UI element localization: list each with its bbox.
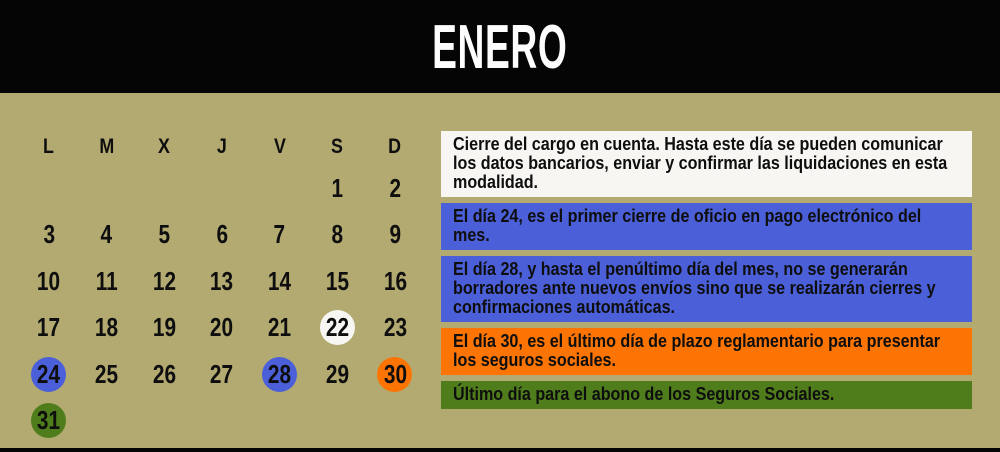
calendar-day-12 [135,258,193,305]
calendar-day-9 [366,212,424,259]
day-number: 6 [216,219,228,250]
day-number: 21 [268,312,292,343]
legend-item-text: Cierre del cargo en cuenta. Hasta este día se pueden comunicar los datos bancarios, enviar y confirmar las liquidaciones en esta modalidad. [453,134,948,192]
weekday-label: X [158,134,171,158]
calendar-day-16 [366,258,424,305]
day-number: 29 [325,358,349,389]
calendar-day-20 [193,305,251,352]
calendar-day-27 [193,351,251,398]
calendar-day-6 [193,212,251,259]
day-number: 18 [94,312,119,343]
day-number: 31 [37,405,61,436]
weekday-label: V [273,134,286,158]
calendar-day-15 [308,258,366,305]
weekday-header-X [135,128,193,165]
calendar-day-30 [366,351,424,398]
day-number: 22 [325,312,349,343]
legend-item-text: El día 30, es el último día de plazo reglamentario para presentar los seguros sociales. [453,331,941,370]
calendar-day-26 [135,351,193,398]
calendar-day-7 [251,212,309,259]
day-number: 16 [383,265,407,296]
weekday-label: L [43,134,55,158]
day-number: 30 [383,358,407,389]
calendar-day-21 [251,305,309,352]
blue-day-circle [262,357,297,392]
day-number: 4 [100,219,113,250]
day-number: 26 [152,358,176,389]
day-number: 28 [268,358,292,389]
day-number: 15 [325,265,349,296]
calendar-day-18 [78,305,136,352]
day-number: 12 [152,265,176,296]
calendar-day-1 [308,165,366,212]
calendar-grid [20,128,424,444]
legend-item-white-0 [441,131,972,197]
legend-item-blue-2 [441,256,972,322]
day-number: 17 [37,312,61,343]
weekday-label: D [388,134,402,158]
footer-bar [0,448,1000,452]
day-number: 7 [273,219,286,250]
day-number: 20 [210,312,234,343]
day-number: 27 [210,358,234,389]
day-number: 13 [210,265,234,296]
calendar-day-19 [135,305,193,352]
calendar-day-22 [308,305,366,352]
blue-day-circle [31,357,66,392]
month-title: ENERO [432,13,568,82]
day-number: 9 [389,219,401,250]
calendar-day-3 [20,212,78,259]
calendar-day-11 [78,258,136,305]
weekday-header-L [20,128,78,165]
green-day-circle [31,403,66,438]
calendar-day-17 [20,305,78,352]
day-number: 3 [43,219,55,250]
weekday-header-V [251,128,309,165]
calendar-day-4 [78,212,136,259]
legend-item-blue-1 [441,203,972,250]
calendar-day-10 [20,258,78,305]
day-number: 24 [37,358,61,389]
calendar-day-13 [193,258,251,305]
calendar-day-31 [20,398,78,445]
day-number: 1 [331,172,344,203]
weekday-label: M [99,134,114,158]
calendar-day-14 [251,258,309,305]
calendar-day-8 [308,212,366,259]
calendar-day-5 [135,212,193,259]
legend [441,131,972,409]
weekday-header-D [366,128,424,165]
month-header-bar [0,0,1000,93]
weekday-header-J [193,128,251,165]
day-number: 11 [95,265,118,296]
legend-item-text: Último día para el abono de los Seguros Sociales. [453,384,835,404]
weekday-header-M [78,128,136,165]
day-number: 10 [37,265,61,296]
day-number: 5 [158,219,171,250]
white-day-circle [320,310,355,345]
calendar-day-2 [366,165,424,212]
calendar-day-24 [20,351,78,398]
weekday-label: J [216,134,227,158]
day-number: 19 [152,312,176,343]
legend-item-text: El día 28, y hasta el penúltimo día del mes, no se generarán borradores ante nuevos envíos sino que se realizarán cierres y confirmaciones automáticas. [453,259,936,317]
day-number: 25 [94,358,119,389]
legend-item-orange-3 [441,328,972,375]
legend-item-green-4 [441,381,972,409]
legend-item-text: El día 24, es el primer cierre de oficio en pago electrónico del mes. [453,206,922,245]
orange-day-circle [377,357,412,392]
day-number: 23 [383,312,407,343]
calendar-day-29 [308,351,366,398]
day-number: 8 [331,219,344,250]
calendar-day-25 [78,351,136,398]
calendar-day-28 [251,351,309,398]
day-number: 2 [389,172,401,203]
weekday-label: S [331,134,344,158]
day-number: 14 [268,265,292,296]
calendar-day-23 [366,305,424,352]
weekday-header-S [308,128,366,165]
